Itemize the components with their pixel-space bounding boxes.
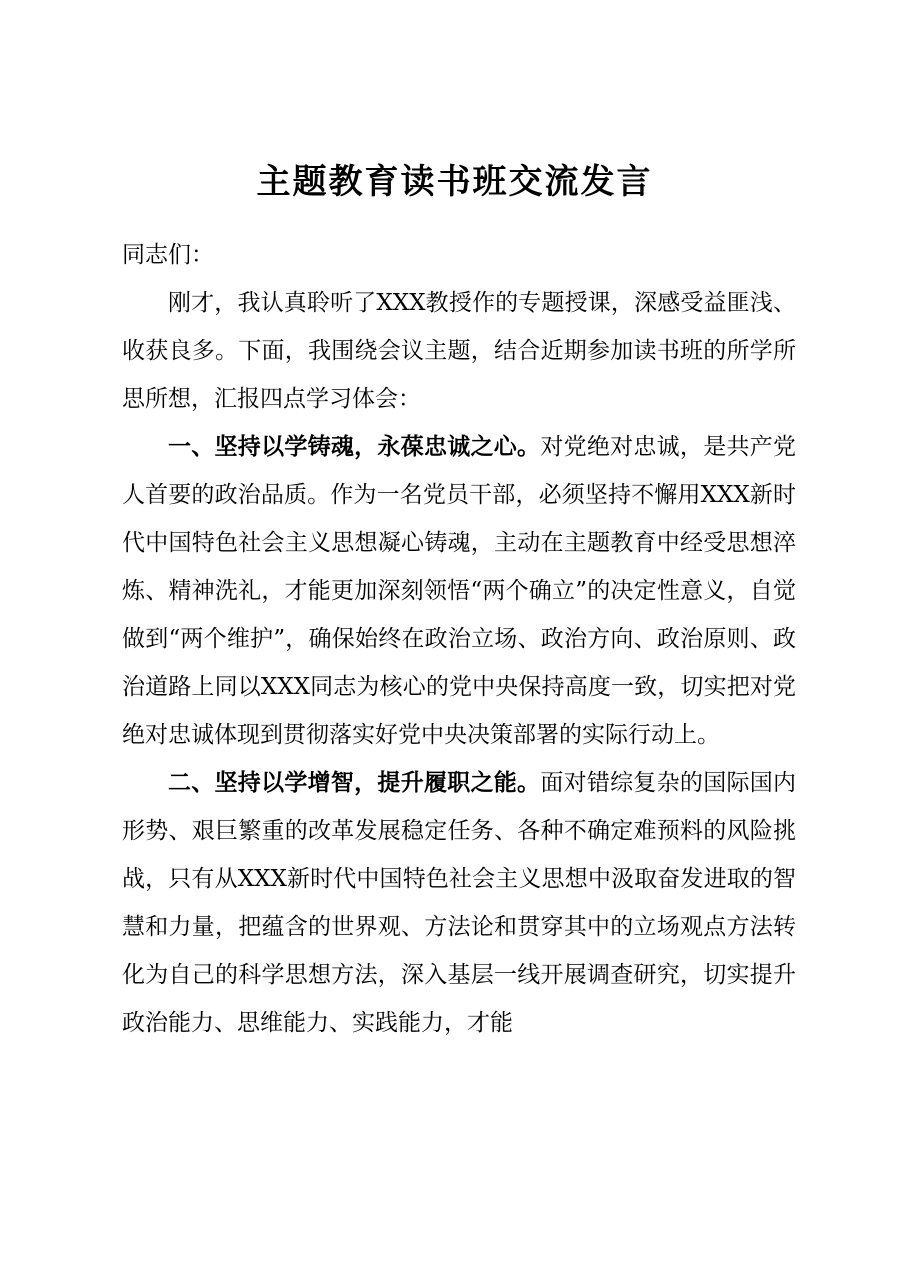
point-one-heading: 一、坚持以学铸魂，永葆忠诚之心。 <box>168 434 541 460</box>
point-two-text: 面对错综复杂的国际国内形势、艰巨繁重的改革发展稳定任务、各种不确定难预料的风险挑战，只有从XXX新时代中国特色社会主义思想中汲取奋发进取的智慧和力量，把蕴含的世界观、方法论和贯穿其中的立场观点方法转化为自己的科学思想方法，深入基层一线开展调查研究，切实提升政治能力、思维能力、实践能力，才能 <box>122 770 797 1036</box>
paragraph-point-two <box>122 759 796 1047</box>
point-two-heading: 二、坚持以学增智，提升履职之能。 <box>168 770 541 796</box>
document-title: 主题教育读书班交流发言 <box>256 162 653 202</box>
document-body <box>122 231 796 1047</box>
paragraph-intro-text: 刚才，我认真聆听了XXX教授作的专题授课，深感受益匪浅、收获良多。下面，我围绕会议主题，结合近期参加读书班的所学所思所想，汇报四点学习体会： <box>122 290 796 412</box>
greeting: 同志们： <box>122 242 214 268</box>
paragraph-intro <box>122 279 796 423</box>
paragraph-point-one <box>122 423 796 759</box>
point-one-text: 对党绝对忠诚，是共产党人首要的政治品质。作为一名党员干部，必须坚持不懈用XXX新时代中国特色社会主义思想凝心铸魂，主动在主题教育中经受思想淬炼、精神洗礼，才能更加深刻领悟“两个确立”的决定性意义，自觉做到“两个维护”，确保始终在政治立场、政治方向、政治原则、政治道路上同以XXX同志为核心的党中央保持高度一致，切实把对党绝对忠诚体现到贯彻落实好党中央决策部署的实际行动上。 <box>122 434 797 748</box>
